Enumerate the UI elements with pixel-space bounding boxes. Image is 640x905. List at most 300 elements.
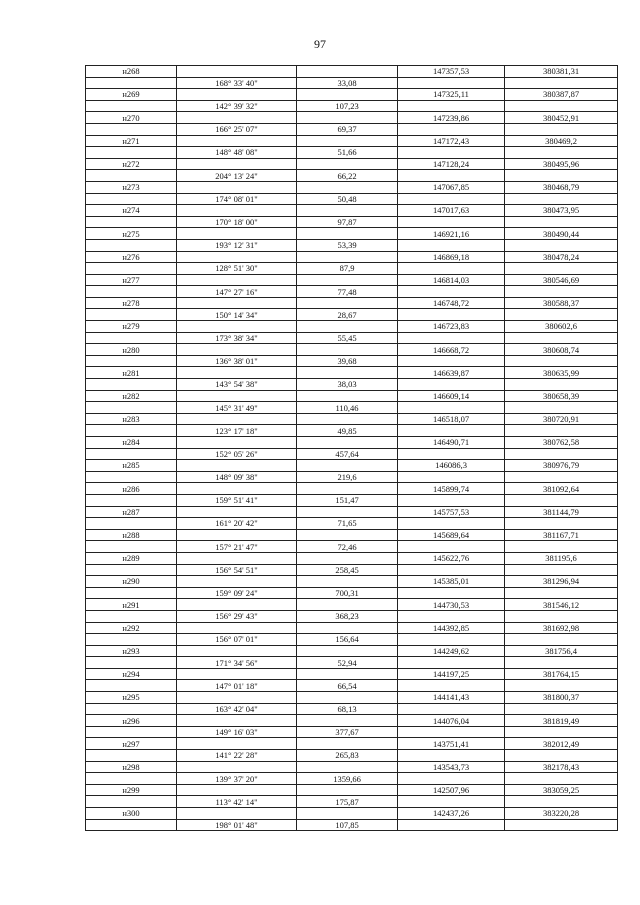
point-name-cell: н292 (86, 622, 177, 634)
y-coordinate-cell: 382178,43 (505, 761, 618, 773)
direction-angle-cell: 141° 22' 28" (177, 750, 297, 762)
empty-cell (86, 773, 177, 785)
direction-angle-cell: 148° 48' 08" (177, 147, 297, 159)
empty-cell (177, 205, 297, 217)
segment-row (86, 147, 618, 159)
segment-length-cell: 50,48 (297, 193, 398, 205)
segment-length-cell: 51,66 (297, 147, 398, 159)
segment-row (86, 100, 618, 112)
empty-cell (297, 228, 398, 240)
empty-cell (398, 726, 505, 738)
empty-cell (505, 703, 618, 715)
empty-cell (86, 703, 177, 715)
point-row (86, 738, 618, 750)
x-coordinate-cell: 145689,64 (398, 529, 505, 541)
point-row (86, 390, 618, 402)
segment-length-cell: 151,47 (297, 494, 398, 506)
empty-cell (398, 379, 505, 391)
x-coordinate-cell: 144141,43 (398, 692, 505, 704)
empty-cell (177, 552, 297, 564)
empty-cell (505, 819, 618, 831)
point-name-cell: н278 (86, 297, 177, 309)
empty-cell (177, 321, 297, 333)
segment-length-cell: 66,22 (297, 170, 398, 182)
segment-length-cell: 175,87 (297, 796, 398, 808)
direction-angle-cell: 157° 21' 47" (177, 541, 297, 553)
empty-cell (86, 610, 177, 622)
empty-cell (177, 761, 297, 773)
empty-cell (86, 518, 177, 530)
segment-row (86, 309, 618, 321)
empty-cell (505, 657, 618, 669)
x-coordinate-cell: 147172,43 (398, 135, 505, 147)
y-coordinate-cell: 380495,96 (505, 158, 618, 170)
segment-length-cell: 368,23 (297, 610, 398, 622)
y-coordinate-cell: 380720,91 (505, 413, 618, 425)
point-name-cell: н298 (86, 761, 177, 773)
point-row (86, 413, 618, 425)
x-coordinate-cell: 144249,62 (398, 645, 505, 657)
y-coordinate-cell: 380762,58 (505, 437, 618, 449)
point-name-cell: н275 (86, 228, 177, 240)
y-coordinate-cell: 380478,24 (505, 251, 618, 263)
empty-cell (505, 216, 618, 228)
point-row (86, 297, 618, 309)
point-name-cell: н286 (86, 483, 177, 495)
direction-angle-cell: 174° 08' 01" (177, 193, 297, 205)
empty-cell (86, 309, 177, 321)
segment-length-cell: 69,37 (297, 123, 398, 135)
y-coordinate-cell: 380546,69 (505, 274, 618, 286)
point-row (86, 552, 618, 564)
empty-cell (398, 518, 505, 530)
direction-angle-cell: 142° 39' 32" (177, 100, 297, 112)
direction-angle-cell: 163° 42' 04" (177, 703, 297, 715)
segment-length-cell: 87,9 (297, 263, 398, 275)
segment-row (86, 216, 618, 228)
segment-row (86, 286, 618, 298)
direction-angle-cell: 152° 05' 26" (177, 448, 297, 460)
point-name-cell: н285 (86, 460, 177, 472)
empty-cell (297, 645, 398, 657)
point-row (86, 367, 618, 379)
x-coordinate-cell: 146869,18 (398, 251, 505, 263)
y-coordinate-cell: 380387,87 (505, 89, 618, 101)
x-coordinate-cell: 147017,63 (398, 205, 505, 217)
segment-row (86, 448, 618, 460)
direction-angle-cell: 113° 42' 14" (177, 796, 297, 808)
x-coordinate-cell: 145757,53 (398, 506, 505, 518)
empty-cell (398, 123, 505, 135)
empty-cell (177, 483, 297, 495)
segment-row (86, 610, 618, 622)
empty-cell (505, 773, 618, 785)
empty-cell (505, 170, 618, 182)
segment-row (86, 425, 618, 437)
direction-angle-cell: 171° 34' 56" (177, 657, 297, 669)
x-coordinate-cell: 145622,76 (398, 552, 505, 564)
empty-cell (86, 286, 177, 298)
empty-cell (86, 564, 177, 576)
segment-length-cell: 97,87 (297, 216, 398, 228)
y-coordinate-cell: 381800,37 (505, 692, 618, 704)
segment-length-cell: 71,65 (297, 518, 398, 530)
empty-cell (505, 332, 618, 344)
x-coordinate-cell: 146814,03 (398, 274, 505, 286)
empty-cell (297, 297, 398, 309)
empty-cell (398, 819, 505, 831)
empty-cell (297, 390, 398, 402)
empty-cell (398, 471, 505, 483)
empty-cell (505, 680, 618, 692)
point-name-cell: н269 (86, 89, 177, 101)
y-coordinate-cell: 380469,2 (505, 135, 618, 147)
direction-angle-cell: 173° 38' 34" (177, 332, 297, 344)
empty-cell (177, 738, 297, 750)
y-coordinate-cell: 381692,98 (505, 622, 618, 634)
empty-cell (297, 112, 398, 124)
empty-cell (297, 483, 398, 495)
segment-length-cell: 28,67 (297, 309, 398, 321)
empty-cell (86, 494, 177, 506)
segment-row (86, 355, 618, 367)
direction-angle-cell: 123° 17' 18" (177, 425, 297, 437)
point-row (86, 460, 618, 472)
direction-angle-cell: 159° 09' 24" (177, 587, 297, 599)
direction-angle-cell: 147° 01' 18" (177, 680, 297, 692)
empty-cell (398, 703, 505, 715)
empty-cell (86, 471, 177, 483)
segment-length-cell: 265,83 (297, 750, 398, 762)
empty-cell (297, 599, 398, 611)
empty-cell (297, 738, 398, 750)
empty-cell (505, 796, 618, 808)
point-name-cell: н282 (86, 390, 177, 402)
x-coordinate-cell: 147128,24 (398, 158, 505, 170)
empty-cell (297, 344, 398, 356)
empty-cell (505, 425, 618, 437)
point-name-cell: н283 (86, 413, 177, 425)
empty-cell (297, 784, 398, 796)
empty-cell (177, 297, 297, 309)
empty-cell (297, 622, 398, 634)
empty-cell (177, 89, 297, 101)
empty-cell (177, 135, 297, 147)
point-row (86, 344, 618, 356)
empty-cell (86, 587, 177, 599)
y-coordinate-cell: 380658,39 (505, 390, 618, 402)
empty-cell (505, 750, 618, 762)
empty-cell (505, 402, 618, 414)
segment-row (86, 494, 618, 506)
point-row (86, 692, 618, 704)
point-row (86, 135, 618, 147)
segment-length-cell: 55,45 (297, 332, 398, 344)
direction-angle-cell: 143° 54' 38" (177, 379, 297, 391)
point-row (86, 483, 618, 495)
empty-cell (297, 367, 398, 379)
empty-cell (177, 506, 297, 518)
point-name-cell: н291 (86, 599, 177, 611)
empty-cell (297, 761, 398, 773)
segment-row (86, 819, 618, 831)
y-coordinate-cell: 381296,94 (505, 576, 618, 588)
empty-cell (177, 808, 297, 820)
y-coordinate-cell: 383220,28 (505, 808, 618, 820)
empty-cell (177, 692, 297, 704)
segment-row (86, 239, 618, 251)
empty-cell (86, 680, 177, 692)
point-row (86, 622, 618, 634)
y-coordinate-cell: 380602,6 (505, 321, 618, 333)
point-name-cell: н274 (86, 205, 177, 217)
point-name-cell: н272 (86, 158, 177, 170)
empty-cell (398, 355, 505, 367)
direction-angle-cell: 128° 51' 30" (177, 263, 297, 275)
point-name-cell: н273 (86, 181, 177, 193)
point-name-cell: н284 (86, 437, 177, 449)
point-row (86, 251, 618, 263)
empty-cell (177, 599, 297, 611)
empty-cell (297, 668, 398, 680)
x-coordinate-cell: 146921,16 (398, 228, 505, 240)
empty-cell (177, 181, 297, 193)
empty-cell (297, 576, 398, 588)
x-coordinate-cell: 145899,74 (398, 483, 505, 495)
x-coordinate-cell: 145385,01 (398, 576, 505, 588)
x-coordinate-cell: 144076,04 (398, 715, 505, 727)
empty-cell (398, 425, 505, 437)
empty-cell (398, 402, 505, 414)
empty-cell (297, 552, 398, 564)
x-coordinate-cell: 147239,86 (398, 112, 505, 124)
empty-cell (398, 286, 505, 298)
segment-length-cell: 66,54 (297, 680, 398, 692)
segment-row (86, 634, 618, 646)
point-name-cell: н293 (86, 645, 177, 657)
point-row (86, 506, 618, 518)
empty-cell (505, 634, 618, 646)
empty-cell (177, 784, 297, 796)
point-row (86, 668, 618, 680)
empty-cell (86, 332, 177, 344)
empty-cell (505, 193, 618, 205)
segment-row (86, 123, 618, 135)
empty-cell (177, 158, 297, 170)
point-row (86, 645, 618, 657)
segment-length-cell: 107,23 (297, 100, 398, 112)
empty-cell (505, 77, 618, 89)
x-coordinate-cell: 146639,87 (398, 367, 505, 379)
empty-cell (398, 657, 505, 669)
empty-cell (86, 123, 177, 135)
empty-cell (297, 460, 398, 472)
empty-cell (86, 657, 177, 669)
point-name-cell: н271 (86, 135, 177, 147)
x-coordinate-cell: 146490,71 (398, 437, 505, 449)
empty-cell (505, 587, 618, 599)
point-row (86, 158, 618, 170)
segment-length-cell: 107,85 (297, 819, 398, 831)
segment-row (86, 564, 618, 576)
point-name-cell: н288 (86, 529, 177, 541)
empty-cell (86, 726, 177, 738)
empty-cell (297, 506, 398, 518)
empty-cell (398, 170, 505, 182)
empty-cell (86, 170, 177, 182)
empty-cell (398, 77, 505, 89)
direction-angle-cell: 198° 01' 48" (177, 819, 297, 831)
direction-angle-cell: 161° 20' 42" (177, 518, 297, 530)
x-coordinate-cell: 147357,53 (398, 66, 505, 78)
segment-row (86, 587, 618, 599)
empty-cell (177, 576, 297, 588)
empty-cell (177, 66, 297, 78)
empty-cell (505, 518, 618, 530)
y-coordinate-cell: 380452,91 (505, 112, 618, 124)
empty-cell (177, 112, 297, 124)
empty-cell (297, 274, 398, 286)
empty-cell (505, 239, 618, 251)
empty-cell (505, 564, 618, 576)
point-name-cell: н294 (86, 668, 177, 680)
y-coordinate-cell: 381167,71 (505, 529, 618, 541)
y-coordinate-cell: 380588,37 (505, 297, 618, 309)
segment-length-cell: 68,13 (297, 703, 398, 715)
segment-row (86, 332, 618, 344)
x-coordinate-cell: 144392,85 (398, 622, 505, 634)
point-name-cell: н300 (86, 808, 177, 820)
segment-row (86, 263, 618, 275)
empty-cell (86, 819, 177, 831)
empty-cell (297, 158, 398, 170)
segment-row (86, 170, 618, 182)
empty-cell (505, 726, 618, 738)
direction-angle-cell: 147° 27' 16" (177, 286, 297, 298)
segment-row (86, 402, 618, 414)
empty-cell (86, 796, 177, 808)
empty-cell (505, 123, 618, 135)
empty-cell (86, 634, 177, 646)
direction-angle-cell: 166° 25' 07" (177, 123, 297, 135)
empty-cell (297, 437, 398, 449)
empty-cell (177, 344, 297, 356)
empty-cell (177, 622, 297, 634)
empty-cell (398, 448, 505, 460)
empty-cell (505, 263, 618, 275)
segment-length-cell: 156,64 (297, 634, 398, 646)
empty-cell (297, 66, 398, 78)
y-coordinate-cell: 380635,99 (505, 367, 618, 379)
empty-cell (398, 634, 505, 646)
direction-angle-cell: 149° 16' 03" (177, 726, 297, 738)
segment-row (86, 680, 618, 692)
y-coordinate-cell: 383059,25 (505, 784, 618, 796)
empty-cell (297, 89, 398, 101)
segment-row (86, 726, 618, 738)
y-coordinate-cell: 381092,64 (505, 483, 618, 495)
empty-cell (177, 645, 297, 657)
direction-angle-cell: 150° 14' 34" (177, 309, 297, 321)
empty-cell (398, 587, 505, 599)
y-coordinate-cell: 380976,79 (505, 460, 618, 472)
direction-angle-cell: 136° 38' 01" (177, 355, 297, 367)
empty-cell (297, 413, 398, 425)
segment-row (86, 77, 618, 89)
x-coordinate-cell: 146086,3 (398, 460, 505, 472)
point-name-cell: н296 (86, 715, 177, 727)
empty-cell (505, 147, 618, 159)
empty-cell (86, 239, 177, 251)
direction-angle-cell: 145° 31' 49" (177, 402, 297, 414)
empty-cell (505, 309, 618, 321)
empty-cell (86, 263, 177, 275)
point-row (86, 274, 618, 286)
segment-length-cell: 377,67 (297, 726, 398, 738)
x-coordinate-cell: 143751,41 (398, 738, 505, 750)
empty-cell (86, 77, 177, 89)
y-coordinate-cell: 380608,74 (505, 344, 618, 356)
empty-cell (177, 437, 297, 449)
x-coordinate-cell: 142507,96 (398, 784, 505, 796)
point-row (86, 181, 618, 193)
x-coordinate-cell: 146609,14 (398, 390, 505, 402)
empty-cell (398, 193, 505, 205)
y-coordinate-cell: 381756,4 (505, 645, 618, 657)
empty-cell (177, 460, 297, 472)
empty-cell (398, 216, 505, 228)
empty-cell (398, 263, 505, 275)
empty-cell (505, 355, 618, 367)
point-name-cell: н299 (86, 784, 177, 796)
segment-row (86, 750, 618, 762)
point-row (86, 112, 618, 124)
empty-cell (86, 193, 177, 205)
segment-length-cell: 53,39 (297, 239, 398, 251)
point-name-cell: н277 (86, 274, 177, 286)
point-row (86, 89, 618, 101)
empty-cell (398, 750, 505, 762)
point-row (86, 808, 618, 820)
empty-cell (398, 610, 505, 622)
empty-cell (297, 205, 398, 217)
y-coordinate-cell: 381144,79 (505, 506, 618, 518)
direction-angle-cell: 170° 18' 00" (177, 216, 297, 228)
direction-angle-cell: 139° 37' 20" (177, 773, 297, 785)
empty-cell (505, 448, 618, 460)
direction-angle-cell: 148° 09' 38" (177, 471, 297, 483)
x-coordinate-cell: 142437,26 (398, 808, 505, 820)
segment-row (86, 379, 618, 391)
point-row (86, 228, 618, 240)
point-name-cell: н281 (86, 367, 177, 379)
empty-cell (86, 541, 177, 553)
empty-cell (398, 680, 505, 692)
point-name-cell: н268 (86, 66, 177, 78)
empty-cell (177, 274, 297, 286)
empty-cell (297, 808, 398, 820)
point-name-cell: н276 (86, 251, 177, 263)
y-coordinate-cell: 381195,6 (505, 552, 618, 564)
segment-length-cell: 52,94 (297, 657, 398, 669)
x-coordinate-cell: 146518,07 (398, 413, 505, 425)
empty-cell (86, 147, 177, 159)
segment-row (86, 773, 618, 785)
y-coordinate-cell: 382012,49 (505, 738, 618, 750)
empty-cell (398, 100, 505, 112)
empty-cell (86, 425, 177, 437)
point-name-cell: н290 (86, 576, 177, 588)
